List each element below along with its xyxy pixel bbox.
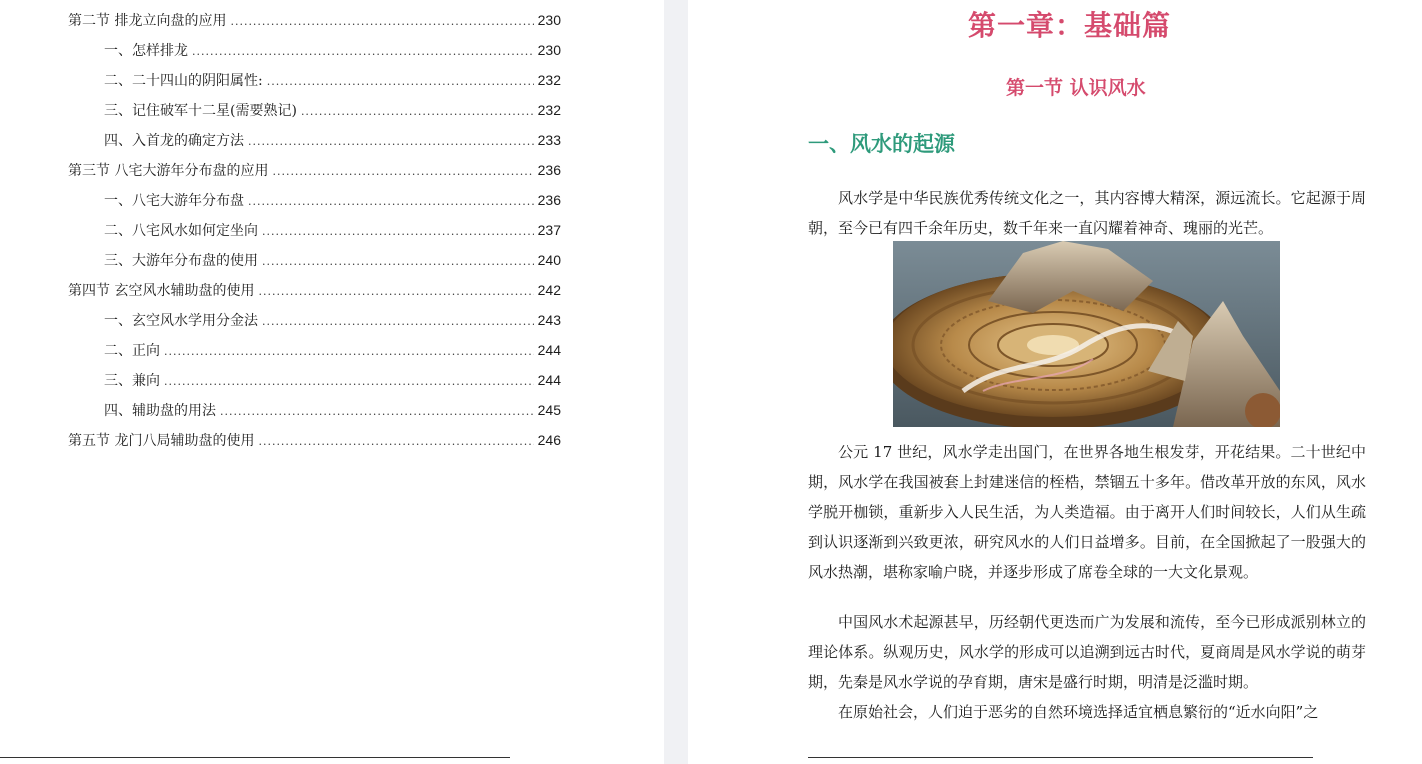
toc-entry[interactable] xyxy=(104,370,561,392)
toc-entry-label: 第五节 龙门八局辅助盘的使用 xyxy=(68,433,255,449)
toc-entry-label: 三、记住破军十二星(需要熟记) xyxy=(104,103,297,119)
chapter-title: 第一章：基础篇 xyxy=(968,9,1172,42)
toc-entry[interactable] xyxy=(104,220,561,242)
toc-entry-label: 三、兼向 xyxy=(104,373,160,389)
toc-entry[interactable] xyxy=(68,10,561,32)
paragraph: 中国风水术起源甚早，历经朝代更迭而广为发展和流传，至今已形成派别林立的理论体系。纵观历史，风水学的形成可以追溯到远古时代，夏商周是风水学说的萌芽期，先秦是风水学说的孕育期，唐宋是盛行时期，明清是泛滥时期。 xyxy=(808,613,1366,691)
content-page xyxy=(688,0,1422,764)
toc-entry-label: 第四节 玄空风水辅助盘的使用 xyxy=(68,283,255,299)
toc-entry-page: 240 xyxy=(537,252,561,268)
toc-entry[interactable] xyxy=(104,340,561,362)
paragraph: 风水学是中华民族优秀传统文化之一，其内容博大精深，源远流长。它起源于周朝，至今已有四千余年历史，数千年来一直闪耀着神奇、瑰丽的光芒。 xyxy=(808,189,1366,237)
toc-entry[interactable] xyxy=(104,130,561,152)
toc-entry-page: 232 xyxy=(537,72,561,88)
toc-entry[interactable] xyxy=(68,160,561,182)
toc-entry[interactable] xyxy=(104,310,561,332)
toc-leader-dots xyxy=(267,75,534,88)
toc-entry-page: 244 xyxy=(537,372,561,388)
toc-entry-page: 232 xyxy=(537,102,561,118)
toc-leader-dots xyxy=(258,435,533,448)
toc-entry[interactable] xyxy=(104,190,561,212)
toc-entry-label: 一、怎样排龙 xyxy=(104,43,188,59)
toc-entry-label: 第二节 排龙立向盘的应用 xyxy=(68,13,227,29)
toc-leader-dots xyxy=(248,135,534,148)
toc-entry-label: 二、八宅风水如何定坐向 xyxy=(104,223,258,239)
toc-entry-label: 四、辅助盘的用法 xyxy=(104,403,216,419)
toc-leader-dots xyxy=(262,225,534,238)
toc-entry-label: 第三节 八宅大游年分布盘的应用 xyxy=(68,163,269,179)
toc-entry[interactable] xyxy=(68,430,561,452)
toc-entry-page: 243 xyxy=(537,312,561,328)
footer-rule xyxy=(808,757,1313,758)
toc-leader-dots xyxy=(272,165,533,178)
toc-page xyxy=(0,0,664,764)
toc-leader-dots xyxy=(164,345,534,358)
toc-entry-label: 一、玄空风水学用分金法 xyxy=(104,313,258,329)
toc-entry-page: 237 xyxy=(537,222,561,238)
toc-leader-dots xyxy=(262,255,534,268)
compass-landscape-image xyxy=(893,241,1280,427)
toc-leader-dots xyxy=(301,105,534,118)
toc-leader-dots xyxy=(258,285,533,298)
toc-entry-page: 233 xyxy=(537,132,561,148)
toc-entry[interactable] xyxy=(104,250,561,272)
toc-entry[interactable] xyxy=(68,280,561,302)
toc-entry-page: 242 xyxy=(537,282,561,298)
section-title: 第一节 认识风水 xyxy=(1006,77,1146,99)
toc-leader-dots xyxy=(230,15,533,28)
toc-entry-page: 230 xyxy=(537,42,561,58)
toc-entry[interactable] xyxy=(104,70,561,92)
toc-entry[interactable] xyxy=(104,400,561,422)
fengshui-compass-illustration xyxy=(893,241,1280,427)
toc-entry-page: 244 xyxy=(537,342,561,358)
toc-entry-label: 一、八宅大游年分布盘 xyxy=(104,193,244,209)
toc-entry-page: 245 xyxy=(537,402,561,418)
toc-entry-page: 246 xyxy=(537,432,561,448)
toc-entry-label: 四、入首龙的确定方法 xyxy=(104,133,244,149)
toc-leader-dots xyxy=(164,375,534,388)
toc-leader-dots xyxy=(248,195,534,208)
toc-entry-page: 236 xyxy=(537,192,561,208)
toc-entry-label: 二、二十四山的阴阳属性: xyxy=(104,73,263,89)
paragraph: 公元 17 世纪，风水学走出国门，在世界各地生根发芽，开花结果。二十世纪中期，风水学在我国被套上封建迷信的桎梏，禁锢五十多年。借改革开放的东风，风水学脱开枷锁，重新步入人民生活，为人类造福。由于离开人们时间较长，人们从生疏到认识逐渐到兴致更浓，研究风水的人们日益增多。目前，在全国掀起了一股强大的风水热潮，堪称家喻户晓，并逐步形成了席卷全球的一大文化景观。 xyxy=(808,443,1366,581)
subheading: 一、风水的起源 xyxy=(808,131,955,156)
toc-entry[interactable] xyxy=(104,40,561,62)
toc-entry-page: 236 xyxy=(537,162,561,178)
toc-entry-page: 230 xyxy=(537,12,561,28)
toc-entry-label: 三、大游年分布盘的使用 xyxy=(104,253,258,269)
toc-leader-dots xyxy=(220,405,534,418)
footer-rule xyxy=(0,757,510,758)
toc-leader-dots xyxy=(262,315,534,328)
paragraph: 在原始社会，人们迫于恶劣的自然环境选择适宜栖息繁衍的“近水向阳”之 xyxy=(838,703,1319,721)
toc-entry-label: 二、正向 xyxy=(104,343,160,359)
toc-leader-dots xyxy=(192,45,534,58)
toc-entry[interactable] xyxy=(104,100,561,122)
